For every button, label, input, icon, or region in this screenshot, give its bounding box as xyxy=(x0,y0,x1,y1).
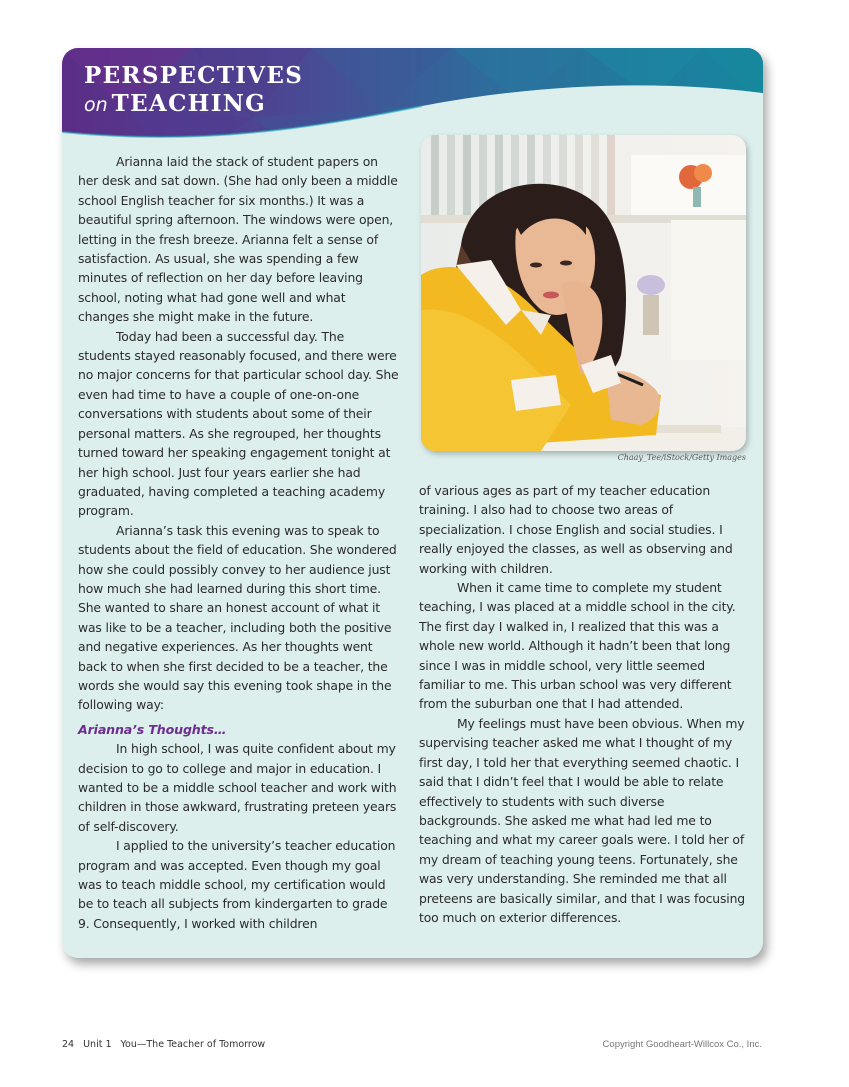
paragraph: Today had been a successful day. The students stayed reasonably focused, and there were no major concerns for that particular school day. She even had time to have a couple of one-on-one conversations with students about some of their personal matters. As she regrouped, her thoughts turned toward her speaking engagement tonight at her high school. Just four years earlier she had graduated, having completed a teaching academy program. xyxy=(78,328,399,519)
feature-title-line2 xyxy=(84,90,303,120)
page-number: 24 xyxy=(62,1039,75,1050)
paragraph: Arianna’s task this evening was to speak to students about the field of education. She wondered how she could possibly convey to her audience just how much she had learned during this short time. She wanted to share an honest account of what it was like to be a teacher, including both the positive and negative experiences. As her thoughts went back to when she first decided to be a teacher, the words she would say this evening took shape in the following way: xyxy=(78,522,397,713)
unit-title: You—The Teacher of Tomorrow xyxy=(120,1039,266,1050)
feature-title-on: on xyxy=(84,94,108,116)
paragraph: In high school, I was quite confident about my decision to go to college and major in education. I wanted to be a middle school teacher and work with children in those awkward, frustrating preteen years of self-discovery. xyxy=(78,741,397,834)
paragraph: Arianna laid the stack of student papers on her desk and sat down. (She had only been a middle school English teacher for six months.) It was a beautiful spring afternoon. The windows were open, letting in the fresh breeze. Arianna felt a sense of satisfaction. As usual, she was spending a few minutes of reflection on her day before leaving school, noting what had gone well and what changes she might make in the future. xyxy=(78,154,398,325)
copyright-notice: Copyright Goodheart-Willcox Co., Inc. xyxy=(602,1039,762,1050)
perspectives-feature-box xyxy=(62,48,763,958)
paragraph: I applied to the university’s teacher education program and was accepted. Even though my goal was to teach middle school, my certification would be to teach all subjects from kindergarten to grade 9. Consequently, I worked with children xyxy=(78,838,396,931)
right-text-column xyxy=(419,481,749,927)
page-footer-left xyxy=(62,1039,274,1050)
feature-title-line1: PERSPECTIVES xyxy=(84,62,304,89)
photo-credit: Chaay_Tee/iStock/Getty Images xyxy=(617,453,746,462)
student-photo xyxy=(421,135,746,451)
thoughts-subhead: Arianna’s Thoughts… xyxy=(78,721,227,737)
feature-title xyxy=(84,62,303,120)
paragraph: When it came time to complete my student teaching, I was placed at a middle school in the city. The first day I walked in, I realized that this was a whole new world. Although it hadn’t been that long since I was in middle school, very little seemed familiar to me. This urban school was very different from the suburban one that I had attended. xyxy=(419,580,736,712)
paragraph: My feelings must have been obvious. When my supervising teacher asked me what I thought of my first day, I told her that everything seemed chaotic. I said that I didn’t feel that I would be able to relate effectively to students with such diverse backgrounds. She asked me what had led me to teaching and what my career goals were. I told her of my dream of teaching young teens. Fortunately, she was very understanding. She reminded me that all preteens are basically similar, and that I was focusing too much on exterior differences. xyxy=(419,715,746,925)
feature-title-teaching: TEACHING xyxy=(111,90,267,117)
unit-label: Unit 1 xyxy=(83,1039,112,1050)
paragraph-continuation: of various ages as part of my teacher education training. I also had to choose two areas of specialization. I chose English and social studies. I really enjoyed the classes, as well as observing and working with children. xyxy=(419,483,733,576)
left-text-column xyxy=(78,152,400,933)
